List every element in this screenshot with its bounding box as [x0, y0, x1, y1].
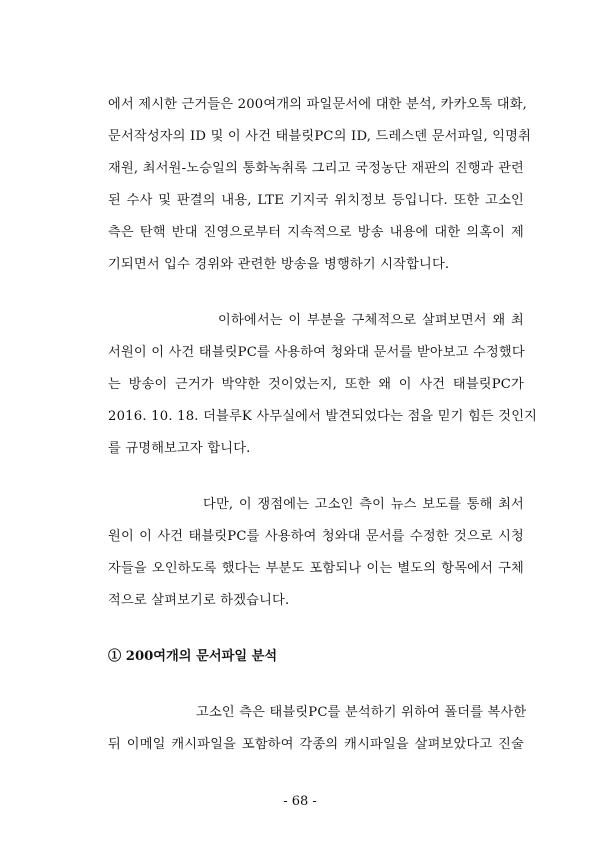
section-heading: ① 200여개의 문서파일 분석: [108, 649, 278, 664]
paragraph-1-line-2: 문서작성자의 ID 및 이 사건 태블릿PC의 ID, 드레스덴 문서파일, 익명취: [108, 129, 532, 144]
paragraph-1-line-4: 된 수사 및 판결의 내용, LTE 기지국 위치정보 등입니다. 또한 고소인: [108, 193, 524, 208]
paragraph-2-line-4: 2016. 10. 18. 더블루K 사무실에서 발견되었다는 점을 믿기 힘든 것인지: [108, 409, 538, 424]
paragraph-4-line-1: 고소인 측은 태블릿PC를 분석하기 위하여 폴더를 복사한: [196, 705, 527, 720]
paragraph-1-line-6: 기되면서 입수 경위와 관련한 방송을 병행하기 시작합니다.: [108, 257, 450, 272]
paragraph-3-line-3: 자들을 오인하도록 했다는 부분도 포함되나 이는 별도의 항목에서 구체: [108, 561, 524, 576]
paragraph-2-line-1: 이하에서는 이 부분을 구체적으로 살펴보면서 왜 최: [218, 313, 524, 328]
paragraph-2-line-3: 는 방송이 근거가 박약한 것이었는지, 또한 왜 이 사건 태블릿PC가: [108, 377, 524, 392]
paragraph-1-line-1: 에서 제시한 근거들은 200여개의 파일문서에 대한 분석, 카카오톡 대화,: [108, 97, 528, 112]
paragraph-2-line-5: 를 규명해보고자 합니다.: [108, 441, 251, 456]
paragraph-3-line-1: 다만, 이 쟁점에는 고소인 측이 뉴스 보도를 통해 최서: [203, 497, 524, 512]
paragraph-1-line-3: 재원, 최서원-노승일의 통화녹취록 그리고 국정농단 재판의 진행과 관련: [108, 161, 524, 176]
paragraph-2-line-2: 서원이 이 사건 태블릿PC를 사용하여 청와대 문서를 받아보고 수정했다: [108, 345, 525, 360]
paragraph-3-line-2: 원이 이 사건 태블릿PC를 사용하여 청와대 문서를 수정한 것으로 시청: [108, 529, 524, 544]
page-number: - 68 -: [283, 794, 317, 809]
paragraph-4-line-2: 뒤 이메일 캐시파일을 포함하여 각종의 캐시파일을 살펴보았다고 진술: [108, 737, 524, 752]
paragraph-1-line-5: 측은 탄핵 반대 진영으로부터 지속적으로 방송 내용에 대한 의혹이 제: [108, 225, 524, 240]
paragraph-3-line-4: 적으로 살펴보기로 하겠습니다.: [108, 593, 290, 608]
